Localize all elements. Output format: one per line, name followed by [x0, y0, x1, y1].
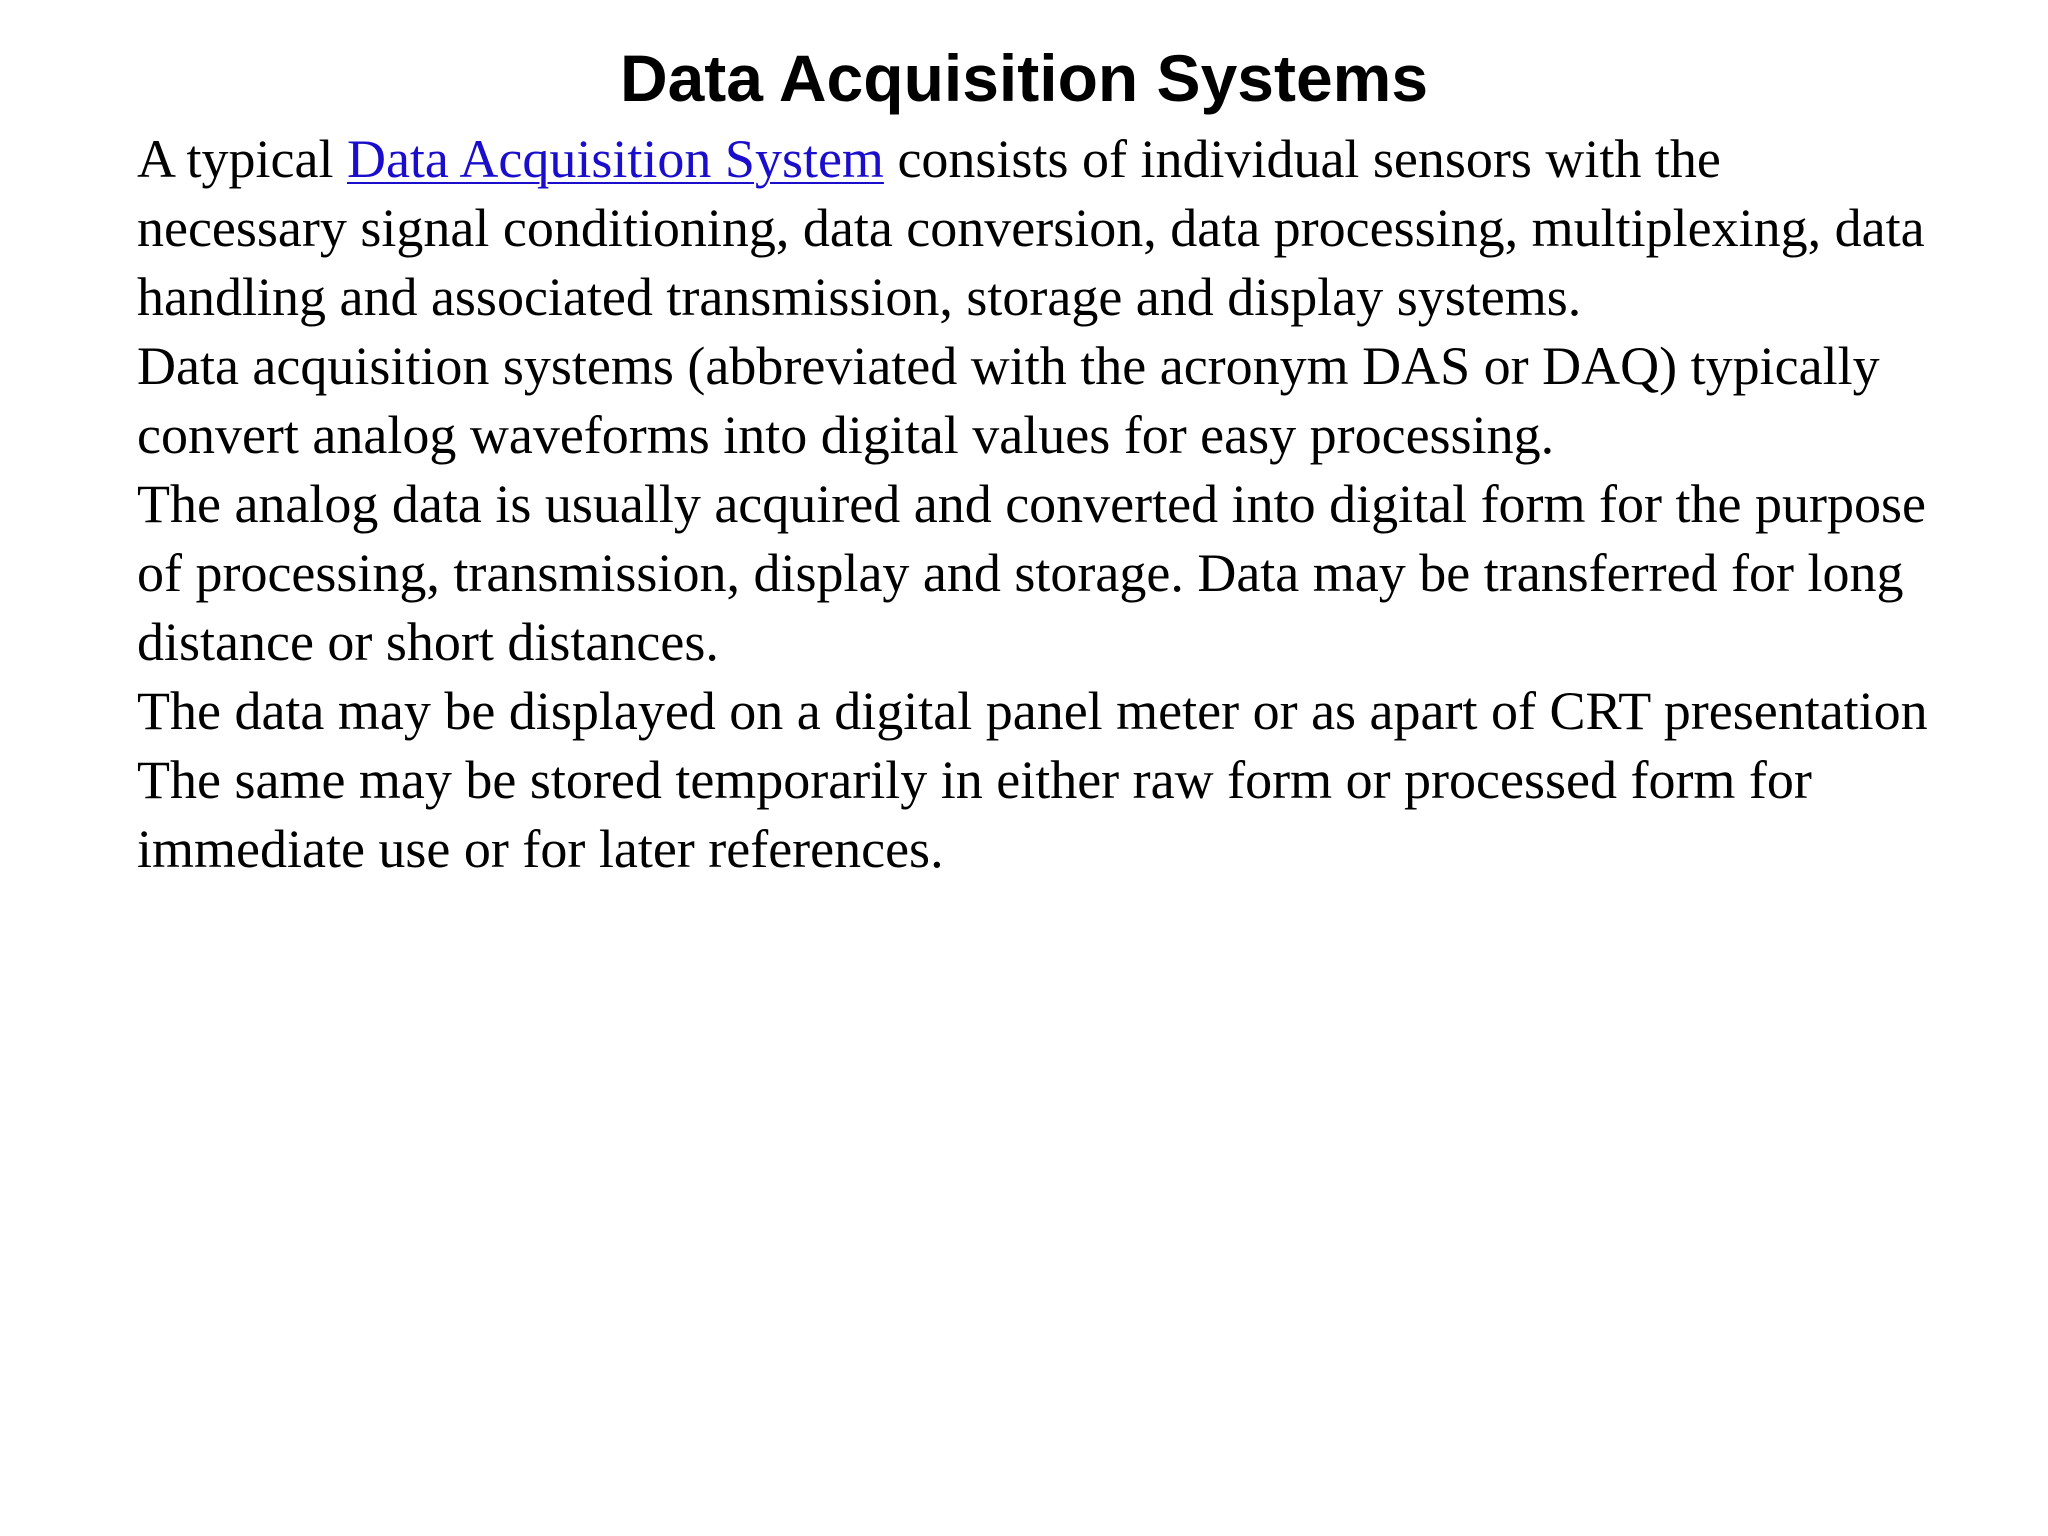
paragraph-intro	[137, 125, 1937, 332]
paragraph-das-daq: Data acquisition systems (abbreviated with the acronym DAS or DAQ) typically convert analog waveforms into digital values for easy processing.	[137, 336, 1880, 465]
paragraph-intro-before-link: A typical	[137, 129, 347, 189]
paragraph-storage: The same may be stored temporarily in either raw form or processed form for immediate use or for later references.	[137, 750, 1812, 879]
data-acquisition-system-link[interactable]: Data Acquisition System	[346, 129, 884, 189]
paragraph-analog-data: The analog data is usually acquired and converted into digital form for the purpose of processing, transmission, display and storage. Data may be transferred for long distance or short distances.	[137, 474, 1926, 672]
paragraph-intro-after-link: consists of individual sensors with the necessary signal conditioning, data conversion, data processing, multiplexing, data handling and associated transmission, storage and display systems.	[137, 129, 1925, 327]
slide-title: Data Acquisition Systems	[619, 41, 1429, 115]
paragraph-display: The data may be displayed on a digital panel meter or as apart of CRT presentation	[137, 681, 1928, 741]
slide-body	[137, 125, 1937, 884]
